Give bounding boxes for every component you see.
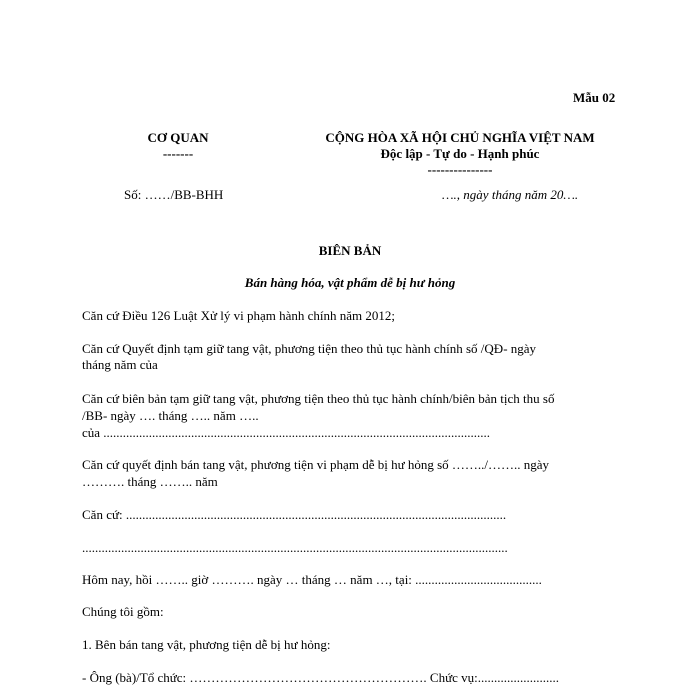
paragraph-time-place: Hôm nay, hồi …….. giờ ………. ngày … tháng … năm …, tại: .......................................	[82, 572, 542, 587]
document-subtitle: Bán hàng hóa, vật phẩm dễ bị hư hỏng	[244, 275, 456, 290]
paragraph-seizure-record-line2: /BB- ngày …. tháng ….. năm …..	[82, 408, 259, 423]
paragraph-basis-line2: ...................................................................................................................................	[82, 540, 508, 555]
form-number: Mẫu 02	[573, 90, 616, 105]
agency-dashes: -------	[162, 146, 194, 161]
paragraph-seizure-decision-line2: tháng năm của	[82, 357, 158, 372]
document-date: …., ngày tháng năm 20….	[442, 187, 579, 202]
agency-label: CƠ QUAN	[147, 130, 209, 145]
national-motto: Độc lập - Tự do - Hạnh phúc	[380, 146, 540, 161]
national-dashes: ---------------	[427, 162, 493, 177]
paragraph-seizure-record-line1: Căn cứ biên bản tạm giữ tang vật, phương tiện theo thủ tục hành chính/biên bản tịch thu số	[82, 391, 555, 406]
paragraph-participants: Chúng tôi gồm:	[82, 604, 164, 619]
national-title: CỘNG HÒA XÃ HỘI CHỦ NGHĨA VIỆT NAM	[325, 130, 595, 145]
paragraph-sale-decision-line1: Căn cứ quyết định bán tang vật, phương tiện vi phạm dễ bị hư hỏng số ……../…….. ngày	[82, 457, 550, 472]
paragraph-seizure-record-line3: của .......................................................................................................................	[82, 425, 491, 440]
paragraph-sale-decision-line2: ………. tháng …….. năm	[82, 474, 218, 489]
document-title: BIÊN BẢN	[318, 243, 382, 258]
paragraph-seller-person: - Ông (bà)/Tổ chức: ………………………………………………. Chức vụ:.........................	[82, 670, 559, 685]
paragraph-seizure-decision-line1: Căn cứ Quyết định tạm giữ tang vật, phương tiện theo thủ tục hành chính số /QĐ- ngày	[82, 341, 537, 356]
paragraph-basis-line1: Căn cứ: .....................................................................................................................	[82, 507, 507, 522]
paragraph-legal-basis: Căn cứ Điều 126 Luật Xử lý vi phạm hành chính năm 2012;	[82, 308, 396, 323]
paragraph-seller-heading: 1. Bên bán tang vật, phương tiện dễ bị hư hỏng:	[82, 637, 331, 652]
document-number: Số: ……/BB-BHH	[124, 187, 224, 202]
